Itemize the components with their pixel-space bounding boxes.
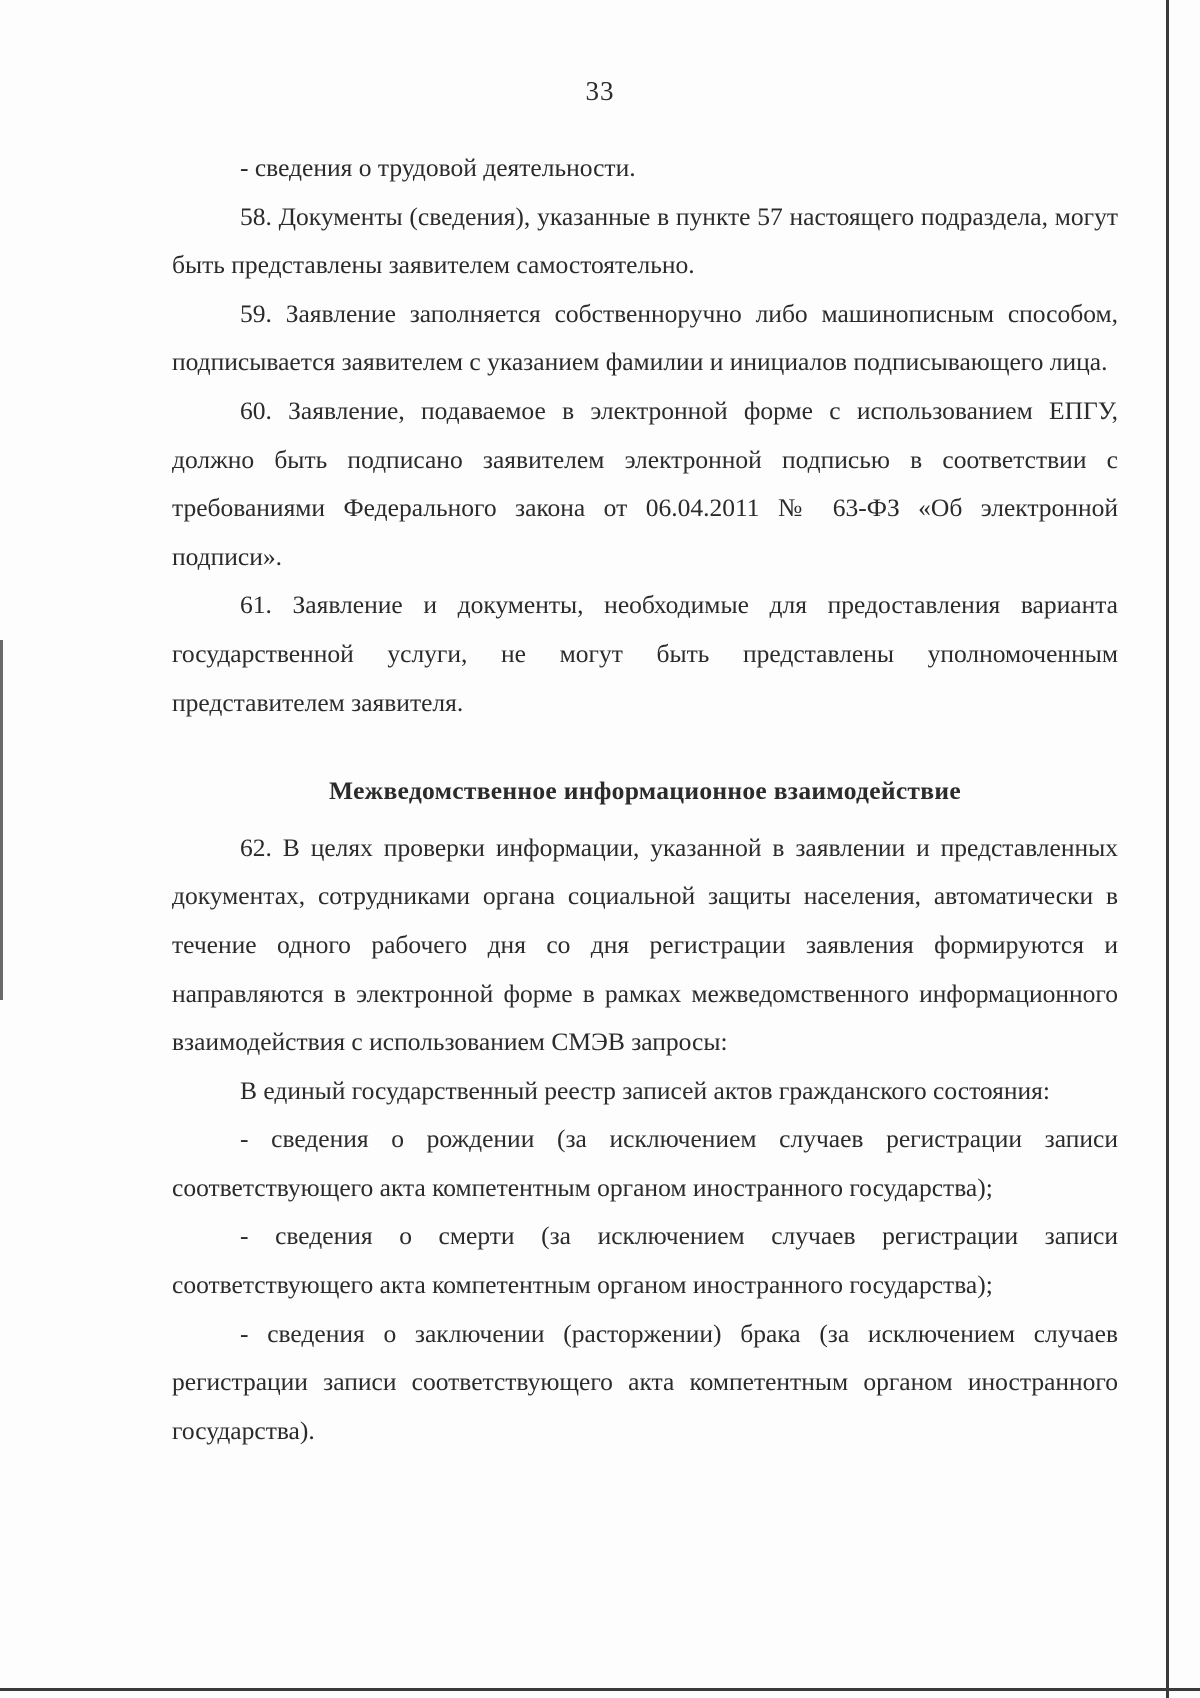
paragraph-marriage-info: - сведения о заключении (расторжении) брака (за исключением случаев регистрации записи соответствующего акта компетентным органом иностранного государства). (172, 1318, 1118, 1445)
scan-edge-left (0, 640, 3, 1000)
document-body (172, 144, 1118, 1455)
paragraph-60: 60. Заявление, подаваемое в электронной форме с использованием ЕПГУ, должно быть подписано заявителем электронной подписью в соответствии с требованиями Федерального закона от 06.04.2011 № 63-ФЗ «Об электронной подписи». (172, 395, 1118, 571)
paragraph-61: 61. Заявление и документы, необходимые для предоставления варианта государственной услуги, не могут быть представлены уполномоченным представителем заявителя. (172, 590, 1118, 717)
paragraph-birth-info: - сведения о рождении (за исключением случаев регистрации записи соответствующего акта компетентным органом иностранного государства); (172, 1124, 1118, 1202)
paragraph-registry: В единый государственный реестр записей актов гражданского состояния: (240, 1075, 1050, 1105)
paragraph-employment-info: - сведения о трудовой деятельности. (240, 153, 636, 182)
paragraph-death-info: - сведения о смерти (за исключением случаев регистрации записи соответствующего акта компетентным органом иностранного государства); (172, 1221, 1118, 1300)
scan-edge-right (1166, 0, 1169, 1698)
page-number: 33 (585, 76, 615, 106)
paragraph-59: 59. Заявление заполняется собственноручно либо машинописным способом, подписывается заявителем с указанием фамилии и инициалов подписывающего лица. (172, 298, 1118, 377)
scan-edge-bottom (0, 1688, 1200, 1691)
section-heading: Межведомственное информационное взаимодействие (329, 776, 961, 806)
paragraph-62: 62. В целях проверки информации, указанной в заявлении и представленных документах, сотрудниками органа социальной защиты населения, автоматически в течение одного рабочего дня со дня регистрации заявления формируются и направляются в электронной форме в рамках межведомственного информационного взаимодействия с использованием СМЭВ запросы: (172, 832, 1118, 1057)
paragraph-58: 58. Документы (сведения), указанные в пункте 57 настоящего подраздела, могут быть представлены заявителем самостоятельно. (172, 201, 1118, 280)
